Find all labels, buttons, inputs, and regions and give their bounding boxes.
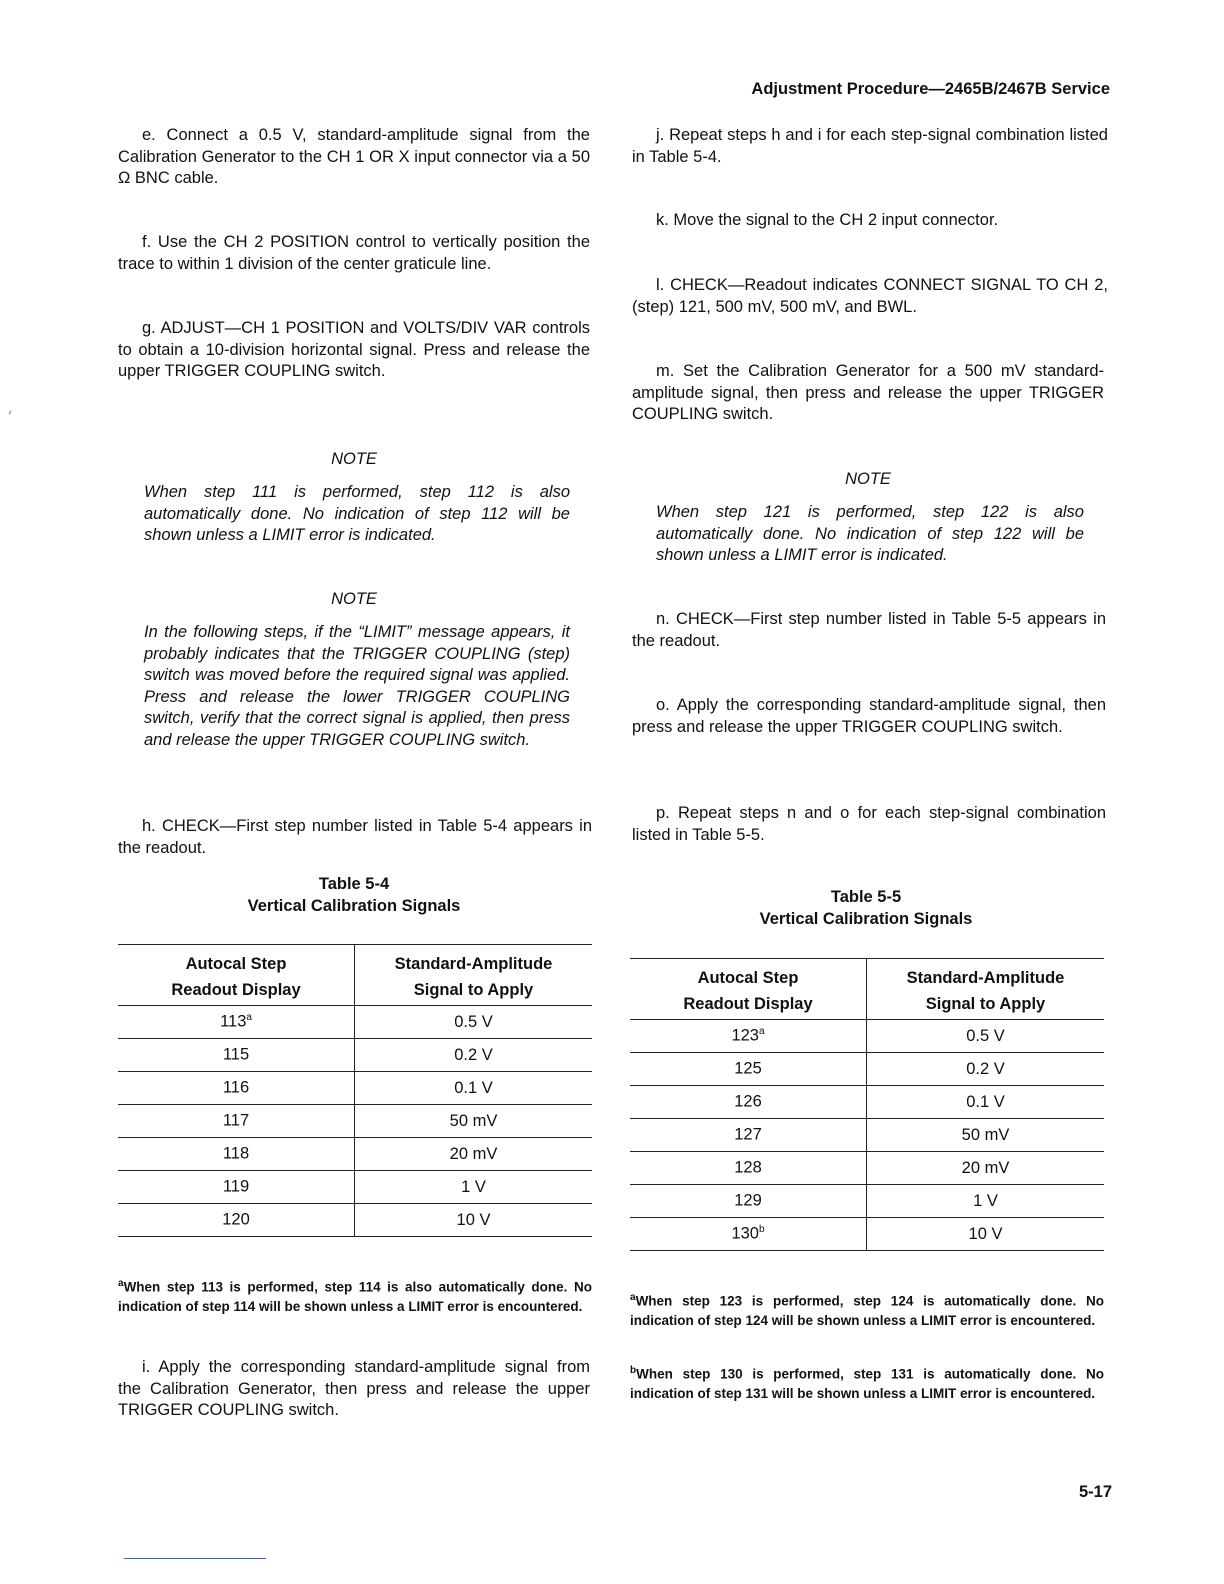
signal-cell: 1 V	[355, 1171, 593, 1204]
table-row	[630, 1086, 1104, 1119]
signal-cell: 0.1 V	[355, 1072, 593, 1105]
page-number: 5-17	[1078, 1483, 1112, 1501]
step-i: i. Apply the corresponding standard-amplitude signal from the Calibration Generator, then press and release the upper TRIGGER COUPLING switch.	[118, 1358, 590, 1419]
signal-cell: 20 mV	[355, 1138, 593, 1171]
step-cell: 125	[630, 1053, 867, 1086]
step-n: n. CHECK—First step number listed in Table 5-5 appears in the readout.	[632, 610, 1106, 650]
signal-cell: 10 V	[355, 1204, 593, 1237]
signal-cell: 0.2 V	[867, 1053, 1105, 1086]
table-caption	[118, 874, 590, 917]
step-f: f. Use the CH 2 POSITION control to vertically position the trace to within 1 division of the center graticule line.	[118, 233, 590, 273]
header-line: Autocal Step	[185, 955, 287, 973]
step-cell: 115	[118, 1039, 355, 1072]
table-row	[630, 1053, 1104, 1086]
table-number: Table 5-5	[830, 888, 902, 906]
note-body: In the following steps, if the “LIMIT” message appears, it probably indicates that the TRIGGER COUPLING (step) switch was moved before the required signal was applied. Press and release the lower TRIGGER COUPLING switch, verify that the correct signal is applied, then press and release the upper TRIGGER COUPLING switch.	[144, 623, 570, 749]
step-l: l. CHECK—Readout indicates CONNECT SIGNAL TO CH 2, (step) 121, 500 mV, 500 mV, and BWL.	[632, 276, 1108, 316]
signal-cell: 1 V	[867, 1185, 1105, 1218]
table-row	[118, 1138, 592, 1171]
decorative-rule	[124, 1558, 266, 1559]
signal-cell: 50 mV	[355, 1105, 593, 1138]
table-row	[630, 1152, 1104, 1185]
step-cell: 129	[630, 1185, 867, 1218]
note-title: NOTE	[845, 470, 891, 488]
table-row	[630, 1020, 1104, 1053]
table-caption	[630, 887, 1102, 930]
note-title: NOTE	[331, 450, 377, 468]
table-row	[630, 1119, 1104, 1152]
column-header	[355, 945, 593, 1006]
table-row	[118, 1039, 592, 1072]
note-body: When step 111 is performed, step 112 is also automatically done. No indication of step 112 will be shown unless a LIMIT error is indicated.	[144, 483, 570, 544]
running-header: Adjustment Procedure—2465B/2467B Service	[751, 80, 1110, 98]
header-line: Standard-Amplitude	[906, 969, 1065, 987]
table-row	[630, 1185, 1104, 1218]
signal-cell: 50 mV	[867, 1119, 1105, 1152]
step-o: o. Apply the corresponding standard-amplitude signal, then press and release the upper TRIGGER COUPLING switch.	[632, 696, 1106, 736]
step-cell: 130$^b$	[630, 1218, 867, 1251]
table-title: Vertical Calibration Signals	[247, 896, 461, 915]
signal-cell: 10 V	[867, 1218, 1105, 1251]
table-row	[118, 1204, 592, 1237]
note-body: When step 121 is performed, step 122 is also automatically done. No indication of step 122 will be shown unless a LIMIT error is indicated.	[656, 503, 1084, 564]
table-title: Vertical Calibration Signals	[759, 909, 973, 928]
signal-cell: 0.5 V	[355, 1006, 593, 1039]
table-row	[118, 1072, 592, 1105]
step-g: g. ADJUST—CH 1 POSITION and VOLTS/DIV VAR controls to obtain a 10-division horizontal signal. Press and release the upper TRIGGER COUPLING switch.	[118, 319, 590, 380]
step-cell: 116	[118, 1072, 355, 1105]
header-line: Standard-Amplitude	[394, 955, 553, 973]
step-cell: 123$^a$	[630, 1020, 867, 1053]
column-header	[630, 959, 867, 1020]
header-line: Signal to Apply	[925, 995, 1046, 1013]
step-cell: 113$^a$	[118, 1006, 355, 1039]
table-row	[118, 1105, 592, 1138]
step-cell: 119	[118, 1171, 355, 1204]
step-cell: 118	[118, 1138, 355, 1171]
step-cell: 127	[630, 1119, 867, 1152]
table-row	[630, 1218, 1104, 1251]
header-line: Readout Display	[171, 981, 301, 999]
header-line: Autocal Step	[697, 969, 799, 987]
footnote: $^b$When step 130 is performed, step 131 is automatically done. No indication of step 131 will be shown unless a LIMIT error is encountered.	[630, 1365, 1104, 1401]
column-header	[118, 945, 355, 1006]
table-row	[118, 1171, 592, 1204]
step-cell: 120	[118, 1204, 355, 1237]
header-line: Readout Display	[683, 995, 813, 1013]
step-h: h. CHECK—First step number listed in Table 5-4 appears in the readout.	[118, 817, 592, 857]
signal-cell: 0.2 V	[355, 1039, 593, 1072]
signal-cell: 0.1 V	[867, 1086, 1105, 1119]
footnote: $^a$When step 123 is performed, step 124 is automatically done. No indication of step 124 will be shown unless a LIMIT error is encountered.	[630, 1292, 1104, 1328]
step-cell: 126	[630, 1086, 867, 1119]
step-e: e. Connect a 0.5 V, standard-amplitude signal from the Calibration Generator to the CH 1 OR X input connector via a 50 Ω BNC cable.	[118, 126, 590, 187]
header-line: Signal to Apply	[413, 981, 534, 999]
step-p: p. Repeat steps n and o for each step-signal combination listed in Table 5-5.	[632, 804, 1106, 844]
table-number: Table 5-4	[318, 875, 390, 893]
calibration-table	[118, 944, 592, 1237]
margin-mark	[9, 411, 12, 415]
step-cell: 128	[630, 1152, 867, 1185]
column-header	[867, 959, 1105, 1020]
step-j: j. Repeat steps h and i for each step-signal combination listed in Table 5-4.	[632, 126, 1108, 166]
step-cell: 117	[118, 1105, 355, 1138]
calibration-table	[630, 958, 1104, 1251]
signal-cell: 0.5 V	[867, 1020, 1105, 1053]
footnote: $^a$When step 113 is performed, step 114 is also automatically done. No indication of step 114 will be shown unless a LIMIT error is encountered.	[118, 1278, 592, 1314]
table-row	[118, 1006, 592, 1039]
step-k: k. Move the signal to the CH 2 input connector.	[656, 211, 999, 229]
step-m: m. Set the Calibration Generator for a 500 mV standard-amplitude signal, then press and release the upper TRIGGER COUPLING switch.	[632, 362, 1104, 423]
signal-cell: 20 mV	[867, 1152, 1105, 1185]
note-title: NOTE	[331, 590, 377, 608]
